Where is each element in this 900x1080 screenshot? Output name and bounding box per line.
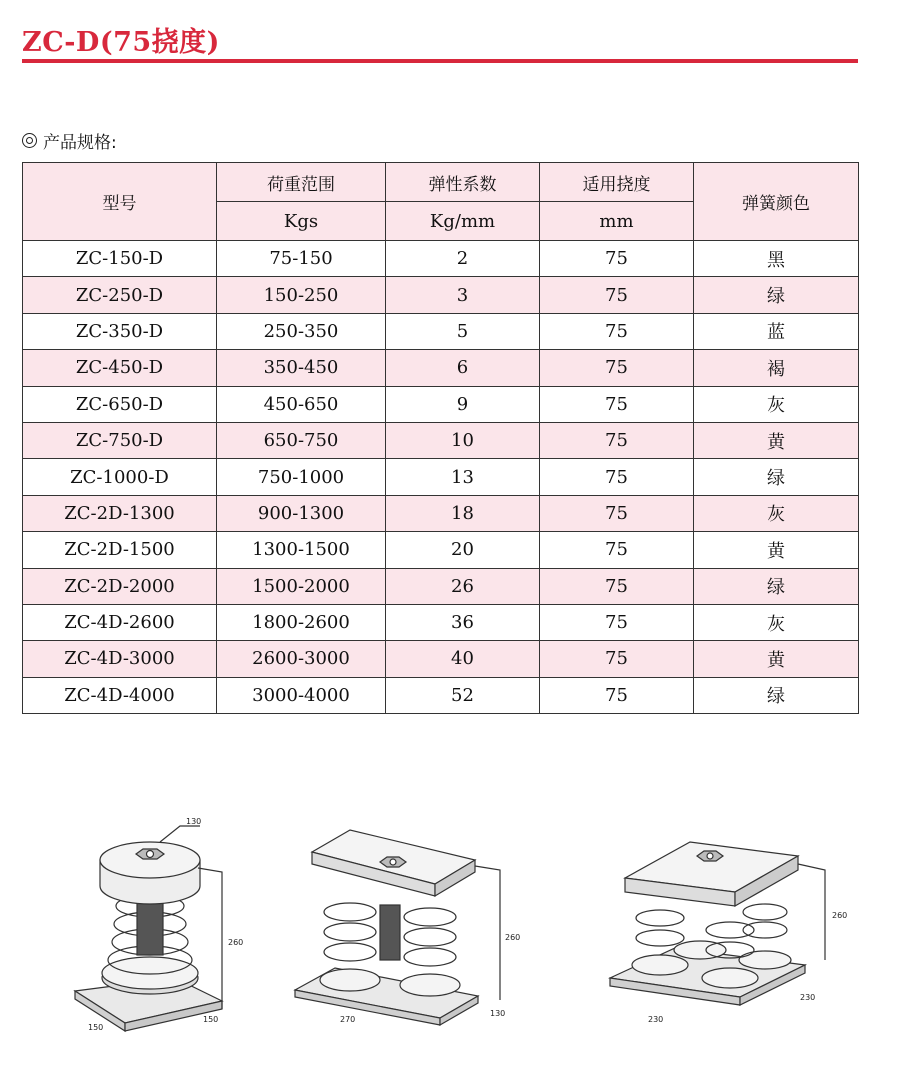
cell-deflection: 75 — [540, 495, 694, 531]
table-row — [23, 495, 859, 531]
cell-stiffness: 40 — [386, 641, 540, 677]
header-row — [23, 163, 859, 202]
cell-model: ZC-450-D — [23, 350, 217, 386]
cell-stiffness: 6 — [386, 350, 540, 386]
cell-load: 450-650 — [217, 386, 386, 422]
table-row — [23, 422, 859, 458]
cell-color: 蓝 — [694, 313, 859, 349]
cell-stiffness: 52 — [386, 677, 540, 713]
cell-load: 650-750 — [217, 422, 386, 458]
cell-deflection: 75 — [540, 277, 694, 313]
cell-load: 75-150 — [217, 241, 386, 277]
cell-stiffness: 2 — [386, 241, 540, 277]
table-row — [23, 459, 859, 495]
cell-load: 350-450 — [217, 350, 386, 386]
cell-load: 2600-3000 — [217, 641, 386, 677]
cell-deflection: 75 — [540, 568, 694, 604]
cell-color: 灰 — [694, 604, 859, 640]
table-row — [23, 241, 859, 277]
cell-model: ZC-2D-1500 — [23, 532, 217, 568]
table-row — [23, 568, 859, 604]
header-deflection-unit: mm — [540, 202, 694, 241]
header-deflection: 适用挠度 — [540, 163, 694, 202]
cell-deflection: 75 — [540, 604, 694, 640]
cell-load: 1800-2600 — [217, 604, 386, 640]
double-circle-icon — [22, 133, 37, 148]
section-label: 产品规格: — [43, 133, 117, 153]
cell-load: 150-250 — [217, 277, 386, 313]
header-spring-color: 弹簧颜色 — [694, 163, 859, 241]
spec-table — [22, 162, 859, 714]
cell-model: ZC-150-D — [23, 241, 217, 277]
cell-model: ZC-650-D — [23, 386, 217, 422]
cell-deflection: 75 — [540, 350, 694, 386]
cell-color: 灰 — [694, 495, 859, 531]
header-load-unit: Kgs — [217, 202, 386, 241]
quad-spring-mount-figure — [610, 842, 825, 1005]
cell-deflection: 75 — [540, 459, 694, 495]
cell-model: ZC-1000-D — [23, 459, 217, 495]
cell-load: 900-1300 — [217, 495, 386, 531]
cell-color: 黄 — [694, 641, 859, 677]
quad-width-dim: 230 — [648, 1015, 664, 1024]
cell-color: 绿 — [694, 459, 859, 495]
table-row — [23, 350, 859, 386]
cell-model: ZC-750-D — [23, 422, 217, 458]
cell-model: ZC-4D-2600 — [23, 604, 217, 640]
cell-deflection: 75 — [540, 641, 694, 677]
cell-stiffness: 18 — [386, 495, 540, 531]
cell-load: 1300-1500 — [217, 532, 386, 568]
table-row — [23, 386, 859, 422]
table-row — [23, 677, 859, 713]
table-row — [23, 641, 859, 677]
quad-depth-dim: 230 — [800, 993, 816, 1002]
cell-deflection: 75 — [540, 313, 694, 349]
table-row — [23, 604, 859, 640]
double-spring-mount-figure — [295, 830, 500, 1025]
cell-deflection: 75 — [540, 422, 694, 458]
single-top-dim: 130 — [186, 817, 202, 826]
cell-model: ZC-4D-3000 — [23, 641, 217, 677]
single-depth-dim: 150 — [203, 1015, 219, 1024]
quad-height-dim: 260 — [832, 911, 848, 920]
cell-color: 绿 — [694, 568, 859, 604]
cell-color: 灰 — [694, 386, 859, 422]
cell-load: 750-1000 — [217, 459, 386, 495]
header-stiffness: 弹性系数 — [386, 163, 540, 202]
cell-deflection: 75 — [540, 386, 694, 422]
cell-stiffness: 3 — [386, 277, 540, 313]
product-illustrations — [0, 800, 900, 1080]
header-load: 荷重范围 — [217, 163, 386, 202]
cell-color: 绿 — [694, 677, 859, 713]
cell-load: 1500-2000 — [217, 568, 386, 604]
cell-stiffness: 13 — [386, 459, 540, 495]
cell-model: ZC-2D-2000 — [23, 568, 217, 604]
single-spring-mount-figure — [75, 826, 222, 1031]
cell-color: 绿 — [694, 277, 859, 313]
single-height-dim: 260 — [228, 938, 244, 947]
title-divider — [22, 59, 858, 63]
cell-load: 250-350 — [217, 313, 386, 349]
cell-color: 黄 — [694, 532, 859, 568]
cell-deflection: 75 — [540, 677, 694, 713]
single-width-dim: 150 — [88, 1023, 104, 1032]
cell-stiffness: 5 — [386, 313, 540, 349]
section-heading — [22, 128, 117, 153]
header-stiffness-unit: Kg/mm — [386, 202, 540, 241]
cell-model: ZC-2D-1300 — [23, 495, 217, 531]
cell-model: ZC-4D-4000 — [23, 677, 217, 713]
cell-deflection: 75 — [540, 241, 694, 277]
double-depth-dim: 130 — [490, 1009, 506, 1018]
cell-stiffness: 10 — [386, 422, 540, 458]
table-row — [23, 313, 859, 349]
cell-color: 褐 — [694, 350, 859, 386]
cell-stiffness: 36 — [386, 604, 540, 640]
table-row — [23, 277, 859, 313]
cell-color: 黑 — [694, 241, 859, 277]
cell-stiffness: 20 — [386, 532, 540, 568]
cell-load: 3000-4000 — [217, 677, 386, 713]
cell-deflection: 75 — [540, 532, 694, 568]
cell-stiffness: 26 — [386, 568, 540, 604]
cell-color: 黄 — [694, 422, 859, 458]
cell-model: ZC-350-D — [23, 313, 217, 349]
double-width-dim: 270 — [340, 1015, 356, 1024]
page-title: ZC-D(75挠度) — [22, 27, 220, 58]
header-model: 型号 — [23, 163, 217, 241]
cell-stiffness: 9 — [386, 386, 540, 422]
cell-model: ZC-250-D — [23, 277, 217, 313]
table-row — [23, 532, 859, 568]
double-height-dim: 260 — [505, 933, 521, 942]
